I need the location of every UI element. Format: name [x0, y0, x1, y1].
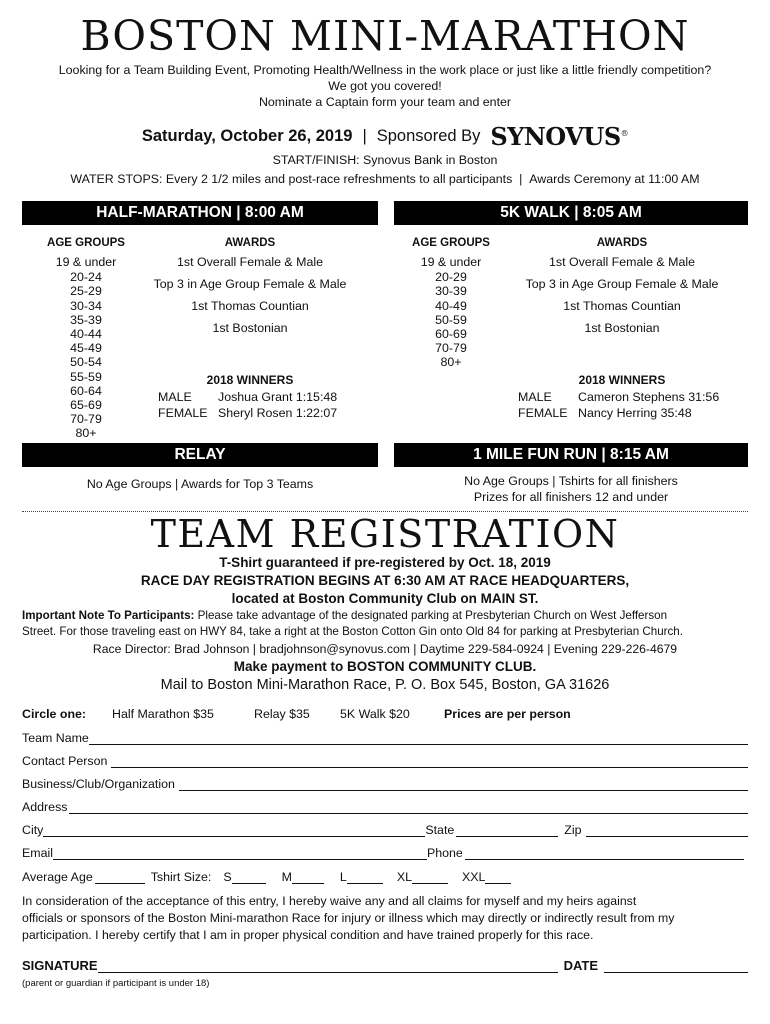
business-line[interactable]	[179, 779, 748, 791]
zip-line[interactable]	[586, 825, 749, 837]
address-line[interactable]	[69, 802, 748, 814]
prices-note: Prices are per person	[444, 707, 571, 721]
city-state-zip-row: City State Zip	[22, 823, 748, 837]
option-relay[interactable]: Relay $35	[254, 707, 310, 721]
registration-location: located at Boston Community Club on MAIN ST.	[231, 591, 539, 606]
tshirt-note: T-Shirt guaranteed if pre-registered by Oct. 18, 2019	[219, 555, 551, 570]
walk-age-groups-list: 19 & under 20-29 30-39 40-49 50-59 60-69 70-79 80+	[420, 255, 482, 370]
event-date: Saturday, October 26, 2019	[141, 126, 353, 145]
half-winners-header: 2018 WINNERS	[206, 373, 294, 387]
flyer-title: BOSTON MINI-MARATHON	[80, 12, 690, 60]
guardian-note: (parent or guardian if participant is under 18)	[22, 978, 210, 989]
date-line[interactable]	[604, 961, 748, 973]
mail-address: Mail to Boston Mini-Marathon Race, P. O. Box 545, Boston, GA 31626	[160, 677, 610, 693]
half-marathon-bar: HALF-MARATHON | 8:00 AM	[22, 201, 378, 225]
team-name-line[interactable]	[89, 733, 748, 745]
size-s-line[interactable]	[232, 872, 266, 884]
state-line[interactable]	[456, 825, 558, 837]
contact-person-field[interactable]: Contact Person	[22, 754, 748, 768]
event-options	[22, 707, 571, 721]
registration-title: TEAM REGISTRATION	[150, 512, 620, 556]
intro-line-1: Looking for a Team Building Event, Promoting Health/Wellness in the work place or just like a little friendly competition?	[58, 63, 712, 77]
intro-line-3: Nominate a Captain form your team and enter	[258, 95, 512, 109]
fun-run-bar: 1 MILE FUN RUN | 8:15 AM	[394, 443, 748, 467]
half-age-groups-header: AGE GROUPS	[47, 237, 125, 249]
waiver-text: In consideration of the acceptance of this entry, I hereby waive any and all claims for myself and my heirs against officials or sponsors of the Boston Mini-marathon Race for injury or illness which may directly or indirectly result from my participation. I hereby certify that I am in proper physical condition and have trained properly for this race.	[22, 894, 675, 942]
intro-line-2: We got you covered!	[328, 79, 442, 93]
relay-bar: RELAY	[22, 443, 378, 467]
race-director: Race Director: Brad Johnson | bradjohnson@synovus.com | Daytime 229-584-0924 | Evening 229-226-4679	[92, 642, 678, 656]
email-phone-row: Email Phone	[22, 846, 744, 860]
signature-row: SIGNATURE DATE	[22, 958, 748, 973]
phone-line[interactable]	[465, 848, 744, 860]
race-day-registration: RACE DAY REGISTRATION BEGINS AT 6:30 AM AT RACE HEADQUARTERS,	[140, 573, 630, 588]
half-awards-list: 1st Overall Female & Male Top 3 in Age Group Female & Male 1st Thomas Countian 1st Bostonian	[153, 255, 347, 335]
half-winners: MALE Joshua Grant 1:15:48 FEMALE Sheryl Rosen 1:22:07	[158, 390, 338, 420]
walk-awards-header: AWARDS	[596, 237, 648, 249]
start-finish: START/FINISH: Synovus Bank in Boston	[272, 153, 498, 167]
age-tshirt-row: Average Age Tshirt Size: S M L XL XXL	[22, 870, 511, 884]
fun-run-info-1: No Age Groups | Tshirts for all finishers	[464, 474, 678, 488]
signature-line[interactable]	[98, 961, 558, 973]
email-line[interactable]	[53, 848, 427, 860]
option-5k-walk[interactable]: 5K Walk $20	[340, 707, 410, 721]
business-field[interactable]: Business/Club/Organization	[22, 777, 748, 791]
walk-winners-header: 2018 WINNERS	[578, 373, 666, 387]
option-half-marathon[interactable]: Half Marathon $35	[112, 707, 214, 721]
walk-5k-bar: 5K WALK | 8:05 AM	[394, 201, 748, 225]
size-m-line[interactable]	[292, 872, 324, 884]
half-age-groups-list: 19 & under 20-24 25-29 30-34 35-39 40-44 45-49 50-54 55-59 60-64 65-69 70-79 80+	[55, 255, 117, 441]
team-name-field[interactable]: Team Name	[22, 731, 748, 745]
sponsored-by: Sponsored By	[376, 126, 481, 145]
water-stops-line: WATER STOPS: Every 2 1/2 miles and post-race refreshments to all participants | Awards Ceremony at 11:00 AM	[70, 172, 700, 186]
separator: |	[362, 126, 367, 145]
walk-age-groups-header: AGE GROUPS	[412, 237, 490, 249]
size-l-line[interactable]	[347, 872, 383, 884]
size-xxl-line[interactable]	[485, 872, 511, 884]
sponsor-logo: SYNOVUS®	[490, 122, 629, 151]
walk-winners: MALE Cameron Stephens 31:56 FEMALE Nancy Herring 35:48	[518, 390, 720, 420]
event-date-line	[0, 121, 770, 150]
fun-run-info-2: Prizes for all finishers 12 and under	[473, 490, 669, 504]
walk-awards-list: 1st Overall Female & Male Top 3 in Age Group Female & Male 1st Thomas Countian 1st Bostonian	[525, 255, 719, 335]
circle-one-label: Circle one:	[22, 707, 87, 721]
city-line[interactable]	[43, 825, 425, 837]
average-age-line[interactable]	[95, 872, 145, 884]
participant-note: Important Note To Participants: Please take advantage of the designated parking at Presbyterian Church on West Jefferson Street. For those traveling east on HWY 84, take a right at the Boston Cotton Gin onto Old 84 for parking at Presbyterian Church.	[22, 609, 683, 638]
payment-note: Make payment to BOSTON COMMUNITY CLUB.	[233, 659, 537, 674]
relay-info: No Age Groups | Awards for Top 3 Teams	[86, 477, 314, 491]
contact-person-line[interactable]	[111, 756, 748, 768]
size-xl-line[interactable]	[412, 872, 448, 884]
half-awards-header: AWARDS	[224, 237, 276, 249]
address-field[interactable]: Address	[22, 800, 748, 814]
